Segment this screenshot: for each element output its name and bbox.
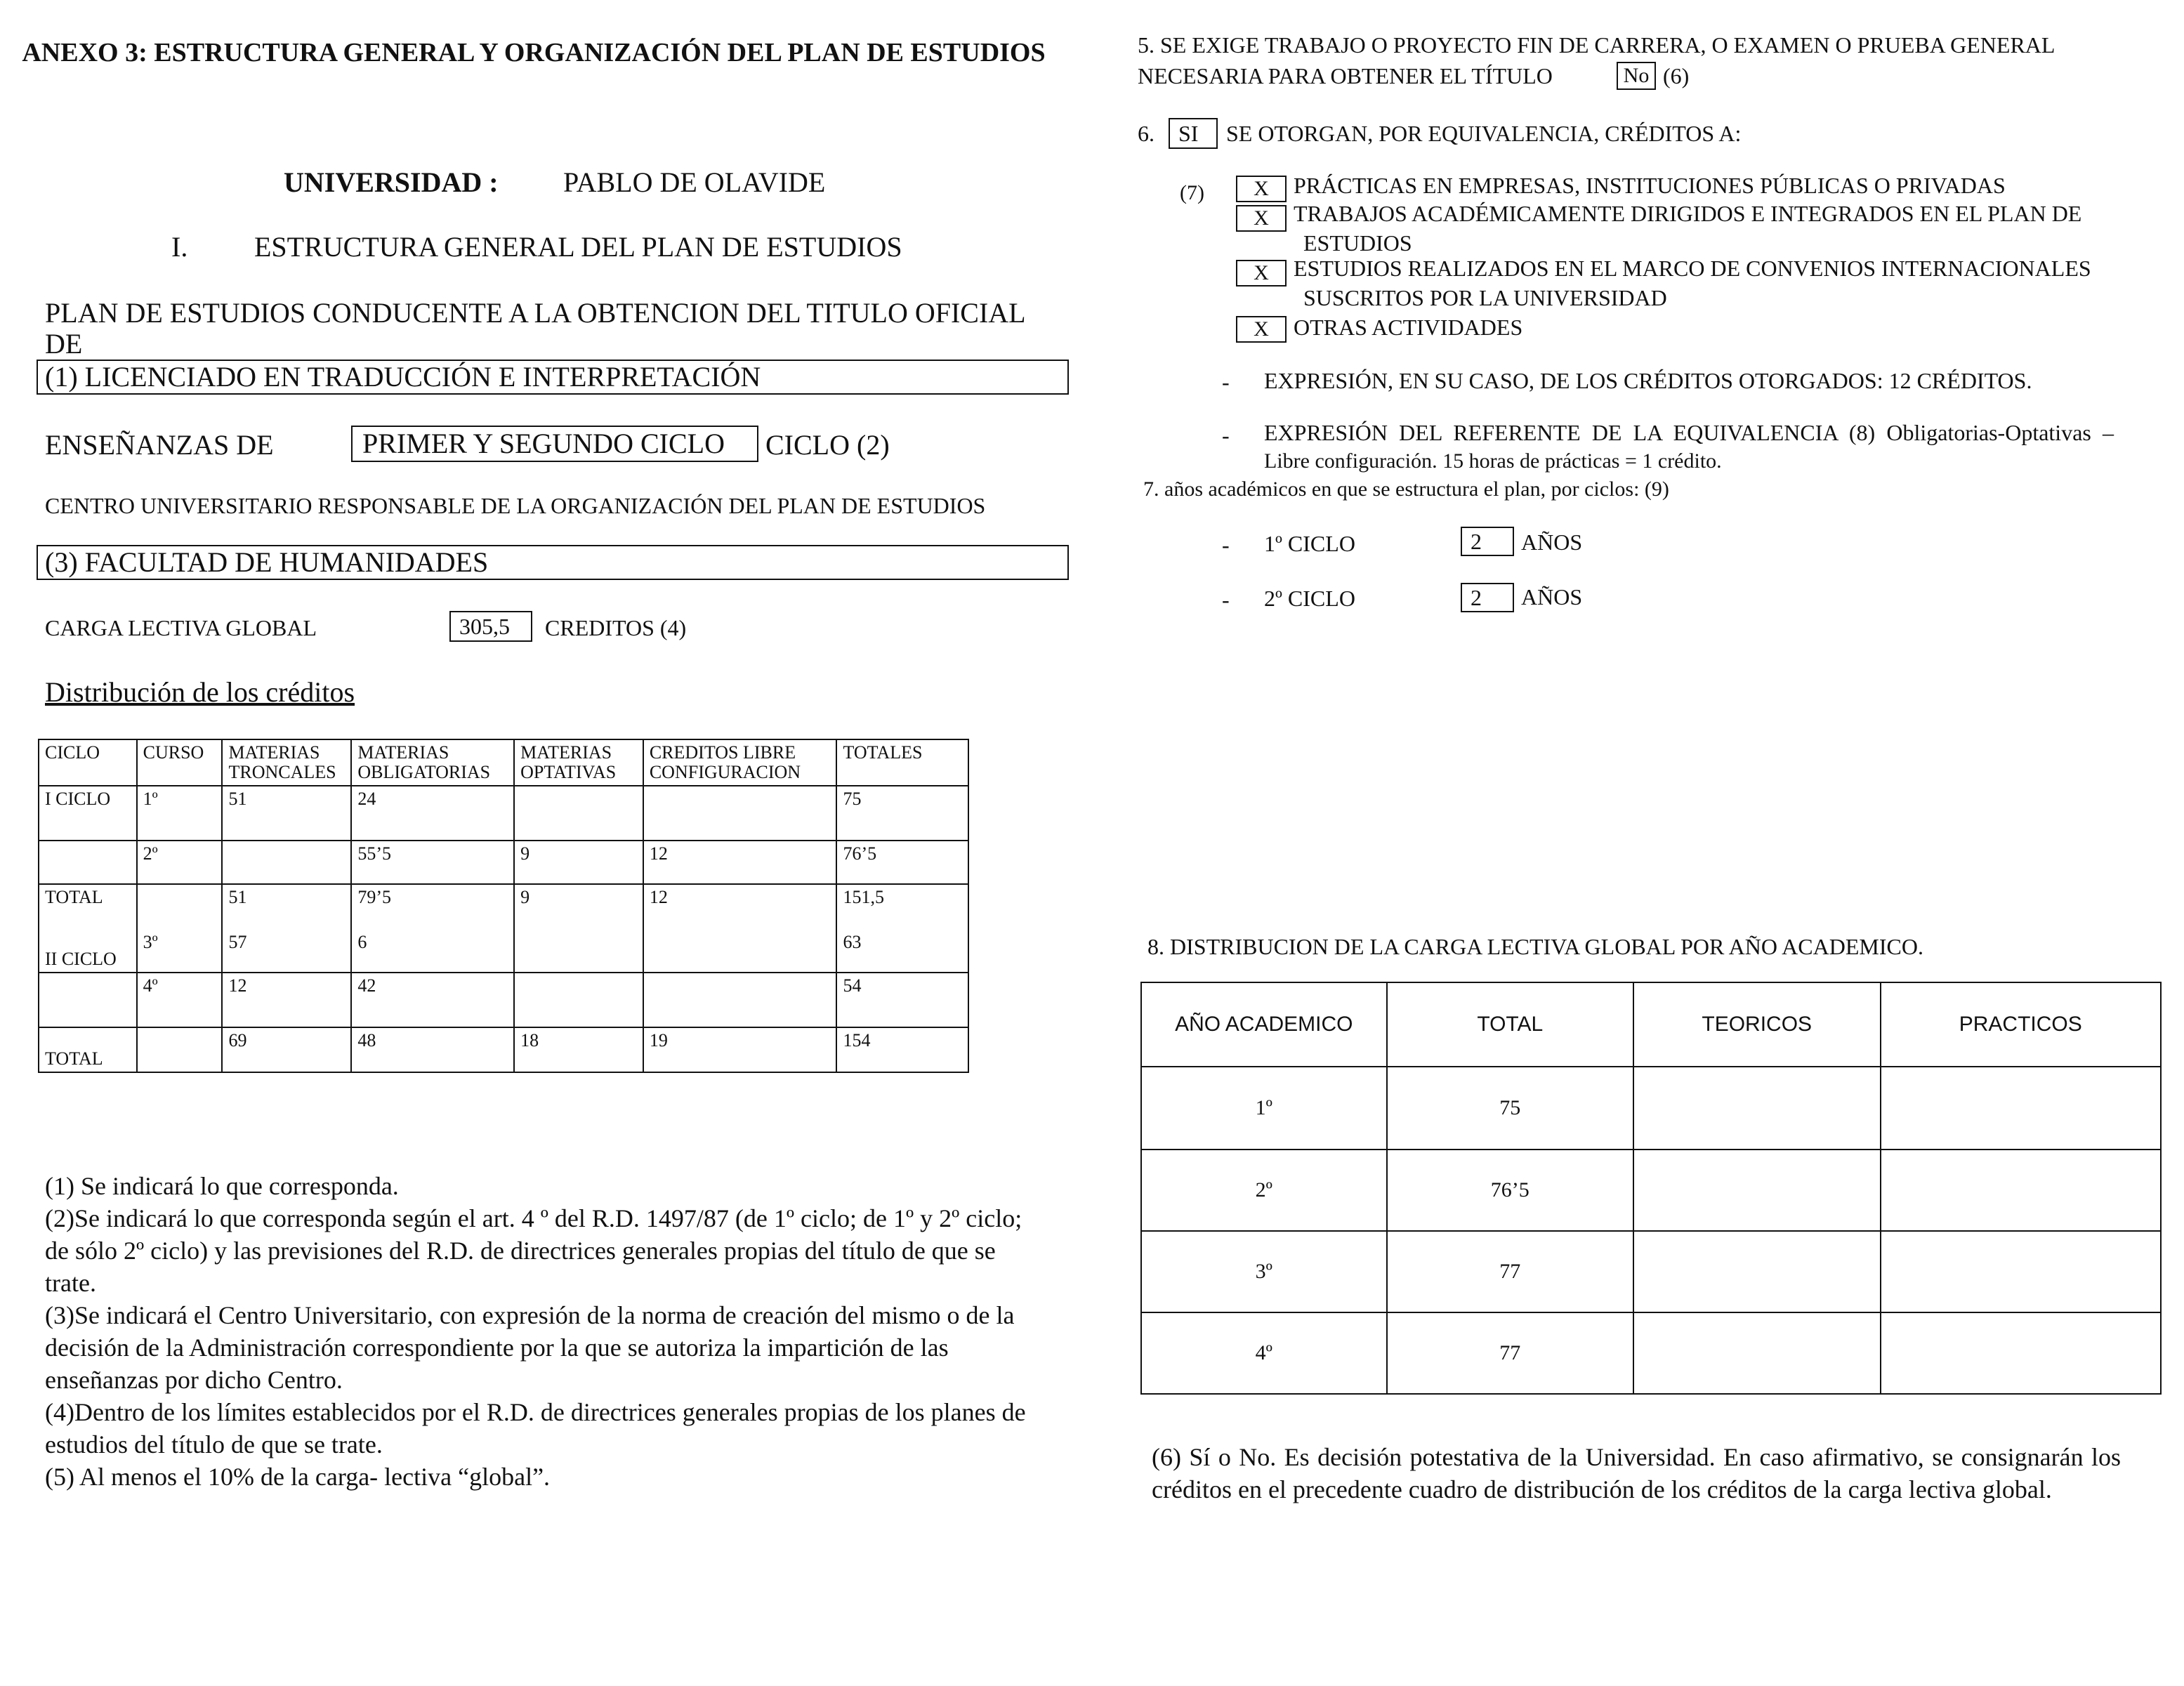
table-cell xyxy=(1633,1312,1881,1394)
table-cell xyxy=(643,786,837,841)
table-cell xyxy=(1881,1231,2162,1312)
footnote: (1) Se indicará lo que corresponda. xyxy=(45,1172,399,1200)
table-cell: 77 xyxy=(1387,1312,1633,1394)
expresion-referente-line-2: Libre configuración. 15 horas de prácticas = 1 crédito. xyxy=(1264,449,1722,473)
ensenanzas-box: PRIMER Y SEGUNDO CICLO xyxy=(351,426,758,462)
table-cell xyxy=(1633,1067,1881,1150)
table-row xyxy=(1141,1067,2161,1150)
credits-header-row xyxy=(39,739,968,786)
table-row xyxy=(1141,1150,2161,1231)
header-cell: MATERIAS TRONCALES xyxy=(222,739,351,786)
table-row xyxy=(39,973,968,1027)
footnotes-left xyxy=(45,1170,1028,1493)
header-cell: CREDITOS LIBRE CONFIGURACION xyxy=(643,739,837,786)
equiv-checkbox: X xyxy=(1236,260,1287,287)
footnote: (2)Se indicará lo que corresponda según el art. 4 º del R.D. 1497/87 (de 1º ciclo; de 1º y 2º ciclo; de sólo 2º ciclo) y las previsiones del R.D. de directrices generales propias del título de que se trate. xyxy=(45,1204,1022,1297)
table-cell xyxy=(1881,1150,2162,1231)
table-cell xyxy=(514,973,643,1027)
table-cell: 12 xyxy=(222,973,351,1027)
item6-number: 6. xyxy=(1138,121,1155,146)
item5-line-1: 5. SE EXIGE TRABAJO O PROYECTO FIN DE CARRERA, O EXAMEN O PRUEBA GENERAL xyxy=(1138,32,2055,58)
dash: - xyxy=(1222,369,1230,395)
header-cell: CURSO xyxy=(137,739,223,786)
table-cell: 54 xyxy=(836,973,968,1027)
header-cell: MATERIAS OBLIGATORIAS xyxy=(351,739,514,786)
table-cell: 3º xyxy=(137,884,223,973)
table-cell: 75 xyxy=(836,786,968,841)
table-cell: 1º xyxy=(1141,1067,1387,1150)
equiv-checkbox: X xyxy=(1236,205,1287,232)
table-cell: 51 57 xyxy=(222,884,351,973)
table-cell: 76’5 xyxy=(836,841,968,884)
total-label: TOTAL xyxy=(45,887,103,907)
table-cell xyxy=(1881,1067,2162,1150)
table-row xyxy=(39,884,968,973)
table-cell: 2º xyxy=(137,841,223,884)
item6-box: SI xyxy=(1169,118,1218,149)
ciclo1-box: 2 xyxy=(1461,527,1514,556)
load-header-row xyxy=(1141,982,2161,1067)
table-cell: 12 xyxy=(643,841,837,884)
equiv-label: ESTUDIOS REALIZADOS EN EL MARCO DE CONVENIOS INTERNACIONALES xyxy=(1294,256,2091,281)
table-cell: 79’5 6 xyxy=(351,884,514,973)
universidad-label: UNIVERSIDAD : xyxy=(284,166,499,198)
page-title: ANEXO 3: ESTRUCTURA GENERAL Y ORGANIZACIÓN DEL PLAN DE ESTUDIOS xyxy=(22,38,1046,67)
table-cell xyxy=(39,973,137,1027)
dash: - xyxy=(1222,587,1230,612)
table-row xyxy=(39,786,968,841)
section-title: ESTRUCTURA GENERAL DEL PLAN DE ESTUDIOS xyxy=(254,231,902,263)
header-cell: PRACTICOS xyxy=(1881,982,2162,1067)
table-cell: 9 xyxy=(514,841,643,884)
table-cell: 42 xyxy=(351,973,514,1027)
table-cell: 151,5 63 xyxy=(836,884,968,973)
header-cell: AÑO ACADEMICO xyxy=(1141,982,1387,1067)
table-cell: 154 xyxy=(836,1027,968,1072)
titulo-box: (1) LICENCIADO EN TRADUCCIÓN E INTERPRETACIÓN xyxy=(37,360,1069,395)
ciclo2-label: 2º CICLO xyxy=(1264,586,1355,611)
table-cell: 69 xyxy=(222,1027,351,1072)
footnote-6: (6) Sí o No. Es decisión potestativa de la Universidad. En caso afirmativo, se consignarán los créditos en el precedente cuadro de distribución de los créditos de la carga lectiva global. xyxy=(1152,1443,2121,1503)
equiv-checkbox: X xyxy=(1236,176,1287,202)
equiv-label: PRÁCTICAS EN EMPRESAS, INSTITUCIONES PÚBLICAS O PRIVADAS xyxy=(1294,173,2006,198)
ciclo2-box: 2 xyxy=(1461,583,1514,612)
equiv-label-continued: SUSCRITOS POR LA UNIVERSIDAD xyxy=(1303,285,1667,310)
item5-suffix: (6) xyxy=(1663,63,1690,88)
header-cell: CICLO xyxy=(39,739,137,786)
table-cell: 76’5 xyxy=(1387,1150,1633,1231)
equiv-label-continued: ESTUDIOS xyxy=(1303,230,1412,256)
plan-line-1: PLAN DE ESTUDIOS CONDUCENTE A LA OBTENCION DEL TITULO OFICIAL xyxy=(45,297,1026,329)
table-cell xyxy=(222,841,351,884)
item8-text: 8. DISTRIBUCION DE LA CARGA LECTIVA GLOBAL POR AÑO ACADEMICO. xyxy=(1147,934,1923,959)
table-cell xyxy=(1633,1231,1881,1312)
centro-label: CENTRO UNIVERSITARIO RESPONSABLE DE LA ORGANIZACIÓN DEL PLAN DE ESTUDIOS xyxy=(45,493,986,518)
ciclo-suffix: CICLO (2) xyxy=(765,429,890,461)
footnote: (3)Se indicará el Centro Universitario, con expresión de la norma de creación del mismo o de la decisión de la Administración correspondiente por la que se autoriza la impartición de las enseñanzas por dicho Centro. xyxy=(45,1301,1015,1394)
ciclo1-label: 1º CICLO xyxy=(1264,531,1355,556)
footnote: (5) Al menos el 10% de la carga- lectiva “global”. xyxy=(45,1463,551,1491)
table-cell: I CICLO xyxy=(39,786,137,841)
table-row xyxy=(39,1027,968,1072)
table-cell xyxy=(643,973,837,1027)
load-table xyxy=(1140,982,2162,1395)
distribucion-title: Distribución de los créditos xyxy=(45,676,355,708)
table-cell: 19 xyxy=(643,1027,837,1072)
footnote: (4)Dentro de los límites establecidos por el R.D. de directrices generales propias de los planes de estudios del título de que se trate. xyxy=(45,1398,1026,1458)
table-cell: 75 xyxy=(1387,1067,1633,1150)
header-cell: TOTALES xyxy=(836,739,968,786)
table-cell xyxy=(137,1027,223,1072)
header-cell: TOTAL xyxy=(1387,982,1633,1067)
table-cell: 18 xyxy=(514,1027,643,1072)
item6-text: SE OTORGAN, POR EQUIVALENCIA, CRÉDITOS A: xyxy=(1226,121,1742,146)
table-cell: 1º xyxy=(137,786,223,841)
header-cell: TEORICOS xyxy=(1633,982,1881,1067)
ciclo-label: II CICLO xyxy=(45,949,117,969)
table-cell xyxy=(39,884,137,973)
table-cell xyxy=(514,786,643,841)
equiv-checkbox: X xyxy=(1236,316,1287,343)
expresion-creditos: EXPRESIÓN, EN SU CASO, DE LOS CRÉDITOS OTORGADOS: 12 CRÉDITOS. xyxy=(1264,368,2032,393)
equiv-label: OTRAS ACTIVIDADES xyxy=(1294,315,1523,340)
table-cell: 51 xyxy=(222,786,351,841)
table-cell: 24 xyxy=(351,786,514,841)
dash: - xyxy=(1222,532,1230,558)
expresion-referente-line-1: EXPRESIÓN DEL REFERENTE DE LA EQUIVALENCIA (8) Obligatorias-Optativas – xyxy=(1264,420,2114,445)
carga-suffix: CREDITOS (4) xyxy=(545,615,687,640)
table-row xyxy=(39,841,968,884)
table-cell: 12 xyxy=(643,884,837,973)
table-cell: 77 xyxy=(1387,1231,1633,1312)
universidad-value: PABLO DE OLAVIDE xyxy=(563,166,826,198)
plan-line-2: DE xyxy=(45,328,83,360)
facultad-box: (3) FACULTAD DE HUMANIDADES xyxy=(37,545,1069,580)
ensenanzas-label: ENSEÑANZAS DE xyxy=(45,429,274,461)
table-cell xyxy=(39,841,137,884)
table-cell: 55’5 xyxy=(351,841,514,884)
table-row xyxy=(1141,1231,2161,1312)
table-cell: 9 xyxy=(514,884,643,973)
table-cell: TOTAL xyxy=(39,1027,137,1072)
carga-label: CARGA LECTIVA GLOBAL xyxy=(45,615,317,640)
equiv-label: TRABAJOS ACADÉMICAMENTE DIRIGIDOS E INTEGRADOS EN EL PLAN DE xyxy=(1294,201,2082,226)
table-cell: 48 xyxy=(351,1027,514,1072)
table-cell: 4º xyxy=(137,973,223,1027)
table-cell: 2º xyxy=(1141,1150,1387,1231)
section-number: I. xyxy=(171,231,188,263)
item7-marker: (7) xyxy=(1180,181,1204,204)
header-cell: MATERIAS OPTATIVAS xyxy=(514,739,643,786)
table-cell: 4º xyxy=(1141,1312,1387,1394)
dash: - xyxy=(1222,423,1230,448)
item5-line-2: NECESARIA PARA OBTENER EL TÍTULO xyxy=(1138,63,1553,88)
carga-box: 305,5 xyxy=(449,611,532,642)
table-cell: 3º xyxy=(1141,1231,1387,1312)
table-cell xyxy=(1881,1312,2162,1394)
table-cell xyxy=(1633,1150,1881,1231)
anos-label: AÑOS xyxy=(1521,529,1583,555)
credits-table xyxy=(38,739,969,1073)
item5-box: No xyxy=(1617,62,1656,90)
item7-text: 7. años académicos en que se estructura el plan, por ciclos: (9) xyxy=(1143,478,1669,501)
table-row xyxy=(1141,1312,2161,1394)
anos-label: AÑOS xyxy=(1521,584,1583,610)
